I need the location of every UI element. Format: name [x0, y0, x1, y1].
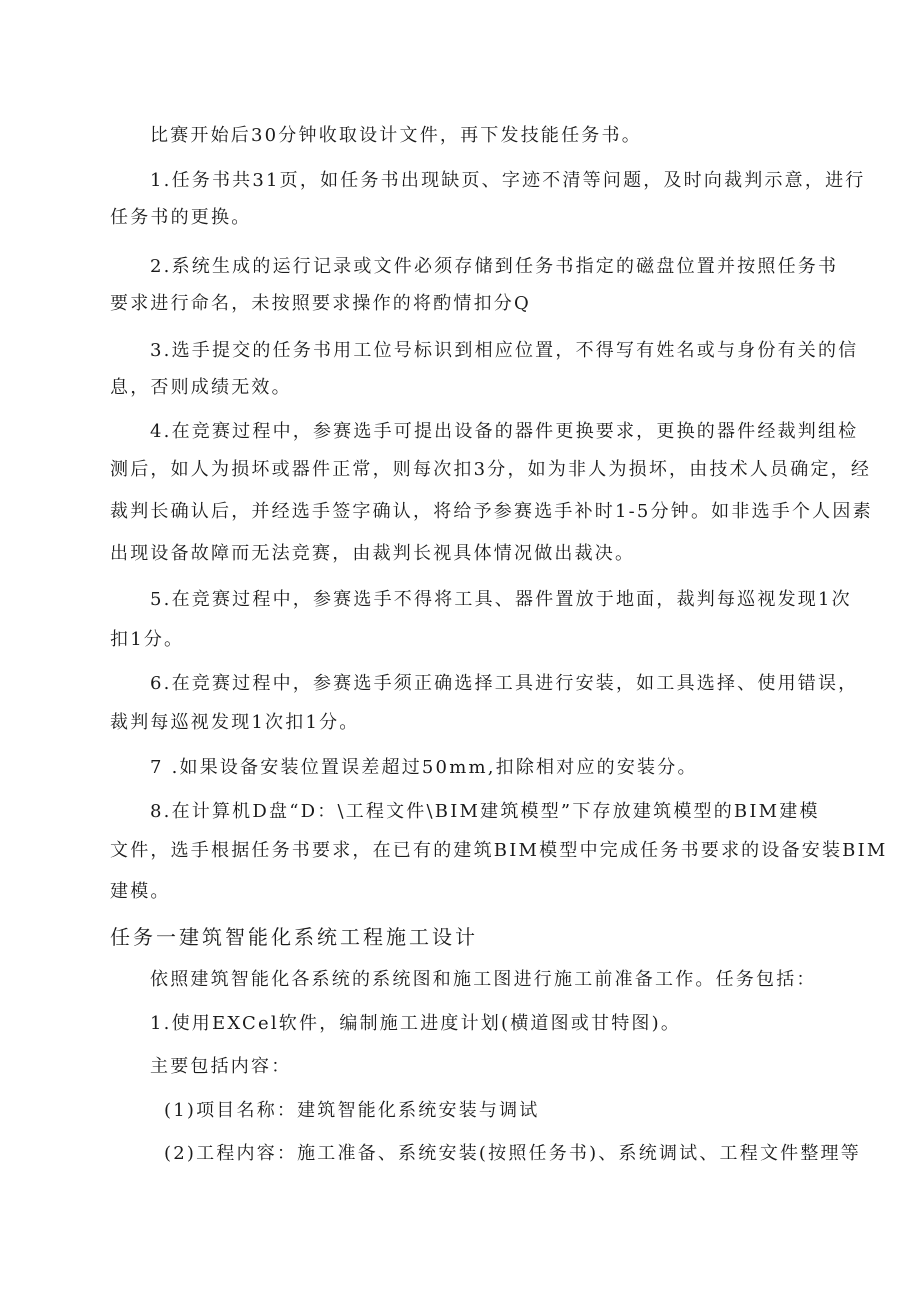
rule-2-line-2: 要求进行命名，未按照要求操作的将酌情扣分Q [110, 293, 531, 314]
rule-4-line-2: 测后，如人为损坏或器件正常，则每次扣3分，如为非人为损坏，由技术人员确定，经 [110, 459, 872, 480]
rule-8-line-3: 建模。 [110, 881, 171, 902]
rule-7-line-1: 7 .如果设备安装位置误差超过50mm,扣除相对应的安装分。 [150, 757, 698, 778]
rule-1-line-1: 1.任务书共31页，如任务书出现缺页、字迹不清等问题，及时向裁判示意，进行 [150, 170, 866, 191]
contents-label: 主要包括内容： [150, 1056, 292, 1077]
intro-paragraph: 比赛开始后30分钟收取设计文件，再下发技能任务书。 [150, 125, 642, 146]
rule-8-line-2: 文件，选手根据任务书要求，在已有的建筑BIM模型中完成任务书要求的设备安装BIM [110, 840, 888, 861]
content-item-1: (1)项目名称：建筑智能化系统安装与调试 [164, 1100, 540, 1121]
rule-6-line-2: 裁判每巡视发现1次扣1分。 [110, 712, 360, 733]
rule-8-line-1: 8.在计算机D盘“D：\工程文件\BIM建筑模型”下存放建筑模型的BIM建模 [150, 801, 820, 822]
rule-1-line-2: 任务书的更换。 [110, 207, 252, 228]
rule-5-line-1: 5.在竞赛过程中，参赛选手不得将工具、器件置放于地面，裁判每巡视发现1次 [150, 589, 852, 610]
rule-4-line-3: 裁判长确认后，并经选手签字确认，将给予参赛选手补时1-5分钟。如非选手个人因素 [110, 501, 873, 522]
rule-5-line-2: 扣1分。 [110, 629, 185, 650]
task-heading: 任务一建筑智能化系统工程施工设计 [110, 925, 478, 949]
rule-6-line-1: 6.在竞赛过程中，参赛选手须正确选择工具进行安装，如工具选择、使用错误， [150, 673, 859, 694]
content-item-2: (2)工程内容：施工准备、系统安装(按照任务书)、系统调试、工程文件整理等 [164, 1143, 861, 1164]
rule-2-line-1: 2.系统生成的运行记录或文件必须存储到任务书指定的磁盘位置并按照任务书 [150, 256, 839, 277]
rule-3-line-1: 3.选手提交的任务书用工位号标识到相应位置，不得写有姓名或与身份有关的信 [150, 340, 859, 361]
rule-4-line-1: 4.在竞赛过程中，参赛选手可提出设备的器件更换要求，更换的器件经裁判组检 [150, 421, 859, 442]
task-item-1: 1.使用EXCel软件，编制施工进度计划(横道图或甘特图)。 [150, 1013, 682, 1034]
rule-4-line-4: 出现设备故障而无法竞赛，由裁判长视具体情况做出裁决。 [110, 543, 636, 564]
rule-3-line-2: 息，否则成绩无效。 [110, 377, 292, 398]
task-intro: 依照建筑智能化各系统的系统图和施工图进行施工前准备工作。任务包括： [150, 969, 817, 990]
